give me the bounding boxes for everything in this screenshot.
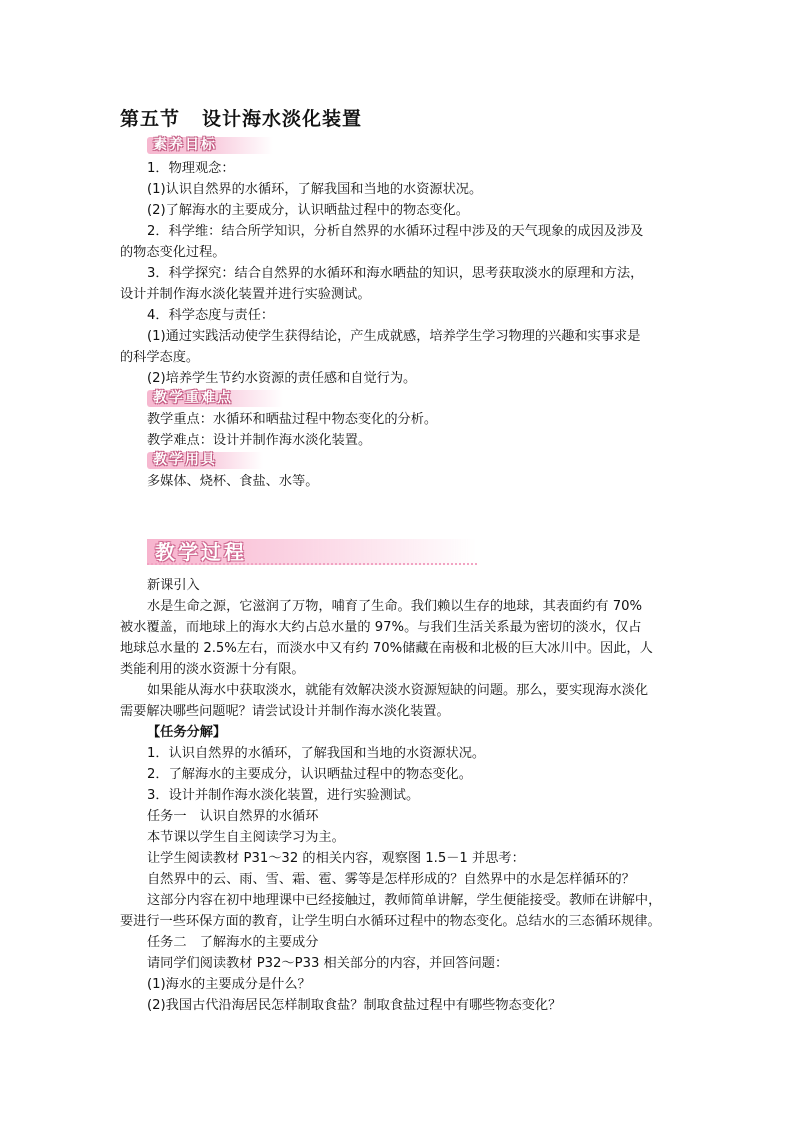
- text-line: (1)通过实践活动使学生获得结论，产生成就感，培养学生学习物理的兴趣和实事求是: [147, 329, 641, 344]
- text-line: 如果能从海水中获取淡水，就能有效解决淡水资源短缺的问题。那么，要实现海水淡化: [147, 683, 649, 698]
- text-line: 自然界中的云、雨、雪、霜、雹、雾等是怎样形成的？自然界中的水是怎样循环的？: [147, 872, 635, 887]
- text-line: 教学重点：水循环和晒盐过程中物态变化的分析。: [147, 412, 438, 427]
- subheading-task-two: 任务二 了解海水的主要成分: [147, 935, 319, 950]
- text-line: 1．物理观念：: [147, 161, 235, 176]
- text-line: 请同学们阅读教材 P32～P33 相关部分的内容，并回答问题：: [147, 956, 509, 971]
- text-line: (2)了解海水的主要成分，认识晒盐过程中的物态变化。: [147, 203, 469, 218]
- section-badge-tools: 教学用具: [147, 452, 263, 469]
- text-line: 设计并制作海水淡化装置并进行实验测试。: [120, 287, 371, 302]
- text-line: 2．了解海水的主要成分，认识晒盐过程中的物态变化。: [147, 767, 472, 782]
- text-line: 的科学态度。: [120, 350, 200, 365]
- text-line: 需要解决哪些问题呢？请尝试设计并制作海水淡化装置。: [120, 704, 450, 719]
- text-line: 被水覆盖，而地球上的海水大约占总水量的 97%。与我们生活关系最为密切的淡水，仅占: [120, 620, 642, 635]
- section-badge-keypoints: 教学重难点: [147, 390, 283, 407]
- text-line: 的物态变化过程。: [120, 245, 226, 260]
- section-title: 设计海水淡化装置: [202, 108, 363, 130]
- text-line: 要进行一些环保方面的教育，让学生明白水循环过程中的物态变化。总结水的三态循环规律。: [120, 914, 661, 929]
- text-line: 3．设计并制作海水淡化装置，进行实验测试。: [147, 788, 420, 803]
- text-line: 本节课以学生自主阅读学习为主。: [147, 830, 345, 845]
- text-line: 多媒体、烧杯、食盐、水等。: [147, 474, 319, 489]
- text-line: 水是生命之源，它滋润了万物，哺育了生命。我们赖以生存的地球，其表面约有 70%: [147, 599, 643, 614]
- section-badge-goals: 素养目标: [147, 137, 273, 154]
- section-badge-process: 教学过程: [147, 539, 477, 565]
- text-line: 4．科学态度与责任：: [147, 308, 275, 323]
- text-line: 2．科学维：结合所学知识，分析自然界的水循环过程中涉及的天气现象的成因及涉及: [147, 224, 644, 239]
- text-line: (2)培养学生节约水资源的责任感和自觉行为。: [147, 371, 417, 386]
- text-line: 3．科学探究：结合自然界的水循环和海水晒盐的知识，思考获取淡水的原理和方法，: [147, 266, 644, 281]
- text-line: (1)海水的主要成分是什么？: [147, 977, 311, 992]
- text-line: 类能利用的淡水资源十分有限。: [120, 662, 305, 677]
- text-line: (2)我国古代沿海居民怎样制取食盐？制取食盐过程中有哪些物态变化？: [147, 998, 562, 1013]
- page-title: [120, 104, 362, 131]
- subheading-task-breakdown: 【任务分解】: [147, 725, 227, 740]
- text-line: (1)认识自然界的水循环，了解我国和当地的水资源状况。: [147, 182, 483, 197]
- text-line: 新课引入: [147, 578, 200, 593]
- section-number: 第五节: [120, 108, 181, 130]
- text-line: 这部分内容在初中地理课中已经接触过，教师简单讲解，学生便能接受。教师在讲解中，: [147, 893, 662, 908]
- text-line: 地球总水量的 2.5%左右，而淡水中又有约 70%储藏在南极和北极的巨大冰川中。因此，人: [120, 641, 653, 656]
- subheading-task-one: 任务一 认识自然界的水循环: [147, 809, 319, 824]
- text-line: 1．认识自然界的水循环，了解我国和当地的水资源状况。: [147, 746, 486, 761]
- text-line: 让学生阅读教材 P31～32 的相关内容，观察图 1.5－1 并思考：: [147, 851, 525, 866]
- text-line: 教学难点：设计并制作海水淡化装置。: [147, 433, 372, 448]
